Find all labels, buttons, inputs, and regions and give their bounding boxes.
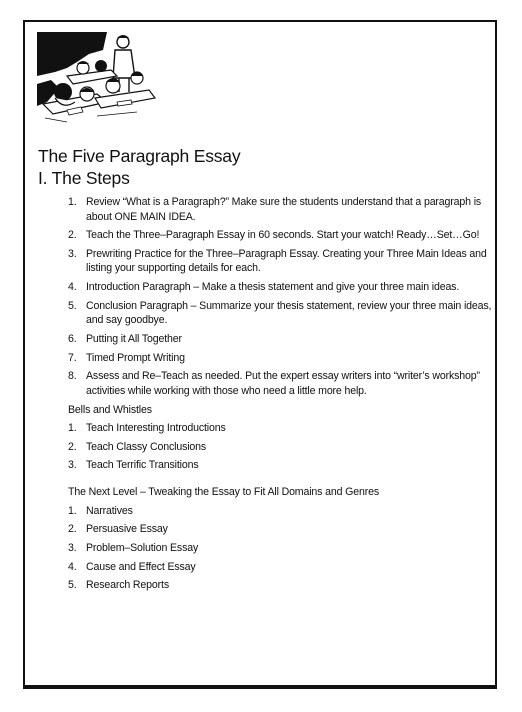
list-item: 2. Persuasive Essay [68, 523, 168, 536]
document-body [68, 195, 492, 597]
bells-heading: Bells and Whistles [68, 403, 152, 416]
list-item: 5. Conclusion Paragraph – Summarize your thesis statement, review your three main ideas, and say goodbye. [68, 299, 492, 327]
list-item: 6. Putting it All Together [68, 332, 182, 345]
list-item: 4. Cause and Effect Essay [68, 560, 196, 573]
list-item: 3. Teach Terrific Transitions [68, 459, 199, 472]
next-level-heading: The Next Level – Tweaking the Essay to Fit All Domains and Genres [68, 486, 379, 499]
list-item: 2. Teach the Three–Paragraph Essay in 60 seconds. Start your watch! Ready…Set…Go! [68, 229, 480, 242]
steps-list [68, 195, 492, 398]
list-item: 1. Review “What is a Paragraph?” Make sure the students understand that a paragraph is about ONE MAIN IDEA. [68, 196, 482, 223]
list-item: 4. Introduction Paragraph – Make a thesis statement and give your three main ideas. [68, 281, 460, 294]
list-item: 1. Narratives [68, 504, 133, 517]
document-title: The Five Paragraph Essay [38, 146, 241, 166]
list-item: 7. Timed Prompt Writing [68, 351, 185, 364]
spacer [68, 477, 492, 485]
list-item: 3. Problem–Solution Essay [68, 541, 199, 554]
next-level-list [68, 504, 492, 593]
section-heading: I. The Steps [38, 168, 130, 188]
list-item: 5. Research Reports [68, 579, 169, 592]
list-item: 2. Teach Classy Conclusions [68, 440, 207, 453]
list-item: 3. Prewriting Practice for the Three–Paragraph Essay. Creating your Three Main Ideas and listing your supporting details for each. [68, 247, 487, 275]
bells-list [68, 421, 492, 473]
list-item: 8. Assess and Re–Teach as needed. Put the expert essay writers into “writer’s workshop” activities while working with those who need a little more help. [68, 370, 480, 397]
classroom-illustration [37, 32, 157, 128]
list-item: 1. Teach Interesting Introductions [68, 422, 226, 434]
